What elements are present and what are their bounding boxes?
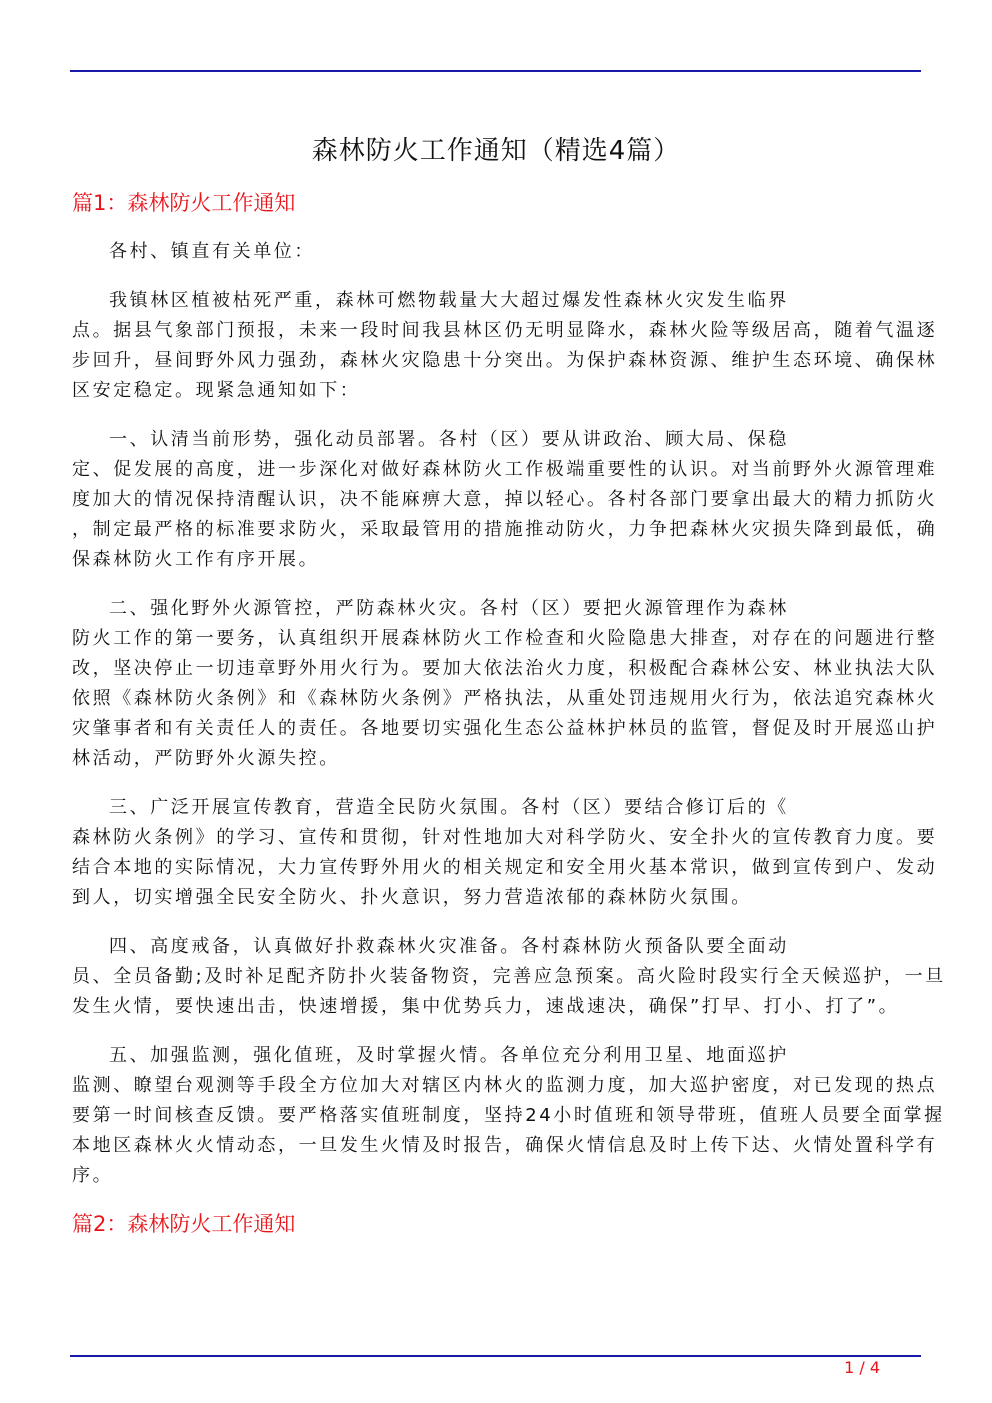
text-line: 定、促发展的高度，进一步深化对做好森林防火工作极端重要性的认识。对当前野外火源管理难: [72, 459, 938, 480]
paragraph: [72, 286, 938, 406]
text-line: 防火工作的第一要务，认真组织开展森林防火工作检查和火险隐患大排查，对存在的问题进行整: [72, 628, 938, 649]
text-line: 二、强化野外火源管控，严防森林火灾。各村（区）要把火源管理作为森林: [109, 598, 789, 619]
footer-rule: [70, 1355, 921, 1357]
text-line: 要第一时间核查反馈。要严格落实值班制度，坚持24小时值班和领导带班，值班人员要全面掌握: [72, 1105, 945, 1126]
text-line: ，制定最严格的标准要求防火，采取最管用的措施推动防火，力争把森林火灾损失降到最低，确: [72, 519, 938, 540]
text-line: 我镇林区植被枯死严重，森林可燃物载量大大超过爆发性森林火灾发生临界: [109, 290, 789, 311]
text-line: 发生火情，要快速出击，快速增援，集中优势兵力，速战速决，确保”打早、打小、打了”。: [72, 996, 900, 1017]
text-line: 度加大的情况保持清醒认识，决不能麻痹大意，掉以轻心。各村各部门要拿出最大的精力抓防火: [72, 489, 938, 510]
text-line: 森林防火条例》的学习、宣传和贯彻，针对性地加大对科学防火、安全扑火的宣传教育力度。要: [72, 827, 938, 848]
paragraph: [72, 932, 946, 1022]
text-line: 灾肇事者和有关责任人的责任。各地要切实强化生态公益林护林员的监管，督促及时开展巡山护: [72, 718, 938, 739]
text-line: 监测、瞭望台观测等手段全方位加大对辖区内林火的监测力度，加大巡护密度，对已发现的热点: [72, 1075, 938, 1096]
document-title: 森林防火工作通知（精选4篇）: [311, 136, 681, 166]
text-line: 步回升，昼间野外风力强劲，森林火灾隐患十分突出。为保护森林资源、维护生态环境、确保林: [72, 350, 938, 371]
section-heading: 篇1：森林防火工作通知: [72, 191, 296, 215]
header-rule: [70, 70, 921, 72]
text-line: 保森林防火工作有序开展。: [72, 549, 320, 570]
text-line: 序。: [72, 1165, 114, 1186]
text-line: 一、认清当前形势，强化动员部署。各村（区）要从讲政治、顾大局、保稳: [109, 429, 789, 450]
paragraph: [72, 793, 938, 913]
section-heading: 篇2：森林防火工作通知: [72, 1212, 296, 1236]
text-line: 结合本地的实际情况，大力宣传野外用火的相关规定和安全用火基本常识，做到宣传到户、发动: [72, 857, 938, 878]
document-body: [72, 188, 946, 1239]
text-line: 区安定稳定。现紧急通知如下：: [72, 380, 361, 401]
text-line: 依照《森林防火条例》和《森林防火条例》严格执法，从重处罚违规用火行为，依法追究森林火: [72, 688, 938, 709]
page-number: 1 / 4: [844, 1358, 880, 1377]
text-line: 林活动，严防野外火源失控。: [72, 748, 340, 769]
text-line: 五、加强监测，强化值班，及时掌握火情。各单位充分利用卫星、地面巡护: [109, 1045, 789, 1066]
paragraph: [72, 1041, 945, 1191]
text-line: 点。据县气象部门预报，未来一段时间我县林区仍无明显降水，森林火险等级居高，随着气温逐: [72, 320, 938, 341]
text-line: 员、全员备勤;及时补足配齐防扑火装备物资，完善应急预案。高火险时段实行全天候巡护，一旦: [72, 966, 946, 987]
text-line: 三、广泛开展宣传教育，营造全民防火氛围。各村（区）要结合修订后的《: [109, 797, 789, 818]
text-line: 到人，切实增强全民安全防火、扑火意识，努力营造浓郁的森林防火氛围。: [72, 887, 752, 908]
paragraph: [72, 237, 917, 267]
paragraph: [72, 594, 938, 774]
text-line: 各村、镇直有关单位：: [109, 241, 315, 262]
paragraph: [72, 425, 938, 575]
text-line: 四、高度戒备，认真做好扑救森林火灾准备。各村森林防火预备队要全面动: [109, 936, 789, 957]
text-line: 改，坚决停止一切违章野外用火行为。要加大依法治火力度，积极配合森林公安、林业执法大队: [72, 658, 938, 679]
text-line: 本地区森林火火情动态，一旦发生火情及时报告，确保火情信息及时上传下达、火情处置科学有: [72, 1135, 938, 1156]
